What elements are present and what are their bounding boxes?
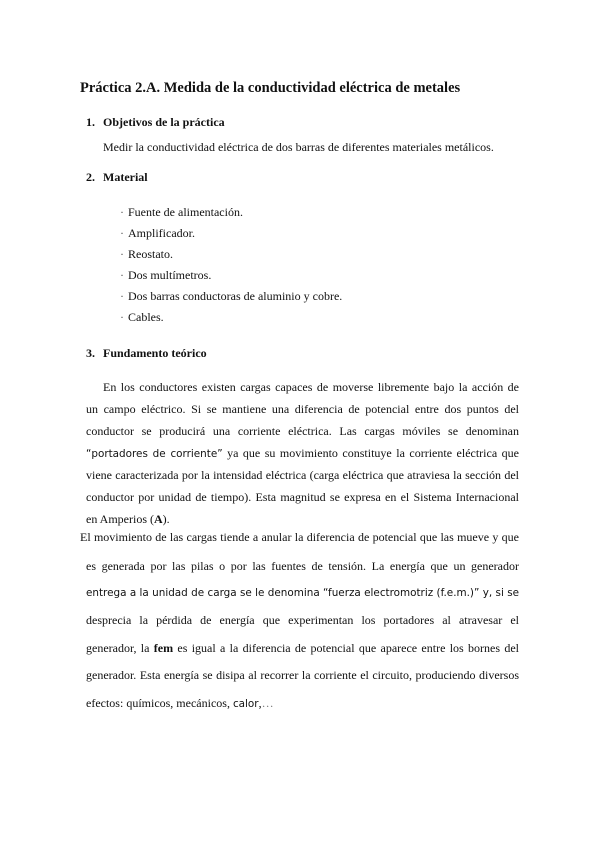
material-list-item: · Dos barras conductoras de aluminio y cobre. — [120, 289, 343, 303]
material-list-item: · Amplificador. — [120, 226, 195, 240]
term-portadores: “portadores de corriente” — [86, 448, 223, 460]
section-heading-theory — [86, 346, 207, 361]
section-title: Objetivos de la práctica — [103, 115, 225, 129]
section-number: 2. — [86, 170, 95, 184]
section-number: 3. — [86, 346, 95, 360]
section-number: 1. — [86, 115, 95, 129]
term-calor: calor — [232, 698, 259, 710]
material-list-item: · Fuente de alimentación. — [120, 205, 243, 219]
bullet-icon: · — [120, 205, 124, 219]
bullet-icon: · — [120, 289, 124, 303]
section-heading-material — [86, 170, 148, 185]
term-fem: fem — [153, 641, 174, 655]
section-heading-objectives — [86, 115, 225, 130]
material-list-item: · Dos multímetros. — [120, 268, 212, 282]
unit-amperio: A — [154, 512, 163, 526]
section-title: Material — [103, 170, 148, 184]
bullet-icon: · — [120, 310, 124, 324]
document-title: Práctica 2.A. Medida de la conductividad eléctrica de metales — [80, 80, 461, 96]
document-page: Práctica 2.A. Medida de la conductividad eléctrica de metales 1. Objetivos de la práctica Medir la conductividad eléctrica de dos barras de diferentes materiales metálicos. 2. Material · Fuente de alimentación. · Amplificador. · Reostato. · Dos multímetros. · Dos barras conductoras de aluminio y cobre. · Cables. 3. Fundamento teórico En los conductores existen cargas capaces de moverse libremente bajo la acción de un campo eléctrico. Si se mantiene una diferencia de potencial entre dos puntos del conductor se producirá una corriente eléctrica. Las cargas móviles se denominan “portadores de corriente” ya que su movimiento constituye la corriente eléctrica que viene caracterizada por la intensidad eléctrica (carga eléctrica que atraviesa la sección del conductor por unidad de tiempo). Esta magnitud se expresa en el Sistema Internacional en Amperios (A). El movimiento de las cargas tiende a anular la diferencia de potencial que las mueve y que es generada por las pilas o por las fuentes de tensión. La energía que un generador entrega a la unidad de carga se le denomina “fuerza electromotriz (f.e.m.)” y, si se desprecia la pérdida de energía que experimentan los portadores al atravesar el generador, la fem es igual a la diferencia de potencial que aparece entre los bornes del generador. Esta energía se disipa al recorrer la corriente el circuito, produciendo diversos efectos: químicos, mecánicos, calor,… — [80, 80, 519, 710]
bullet-icon: · — [120, 247, 124, 261]
bullet-icon: · — [120, 268, 124, 282]
bullet-icon: · — [120, 226, 124, 240]
section-title: Fundamento teórico — [103, 346, 207, 360]
material-list-item: · Reostato. — [120, 247, 173, 261]
objective-text: Medir la conductividad eléctrica de dos barras de diferentes materiales metálicos. — [103, 140, 494, 154]
material-list-item: · Cables. — [120, 310, 164, 324]
